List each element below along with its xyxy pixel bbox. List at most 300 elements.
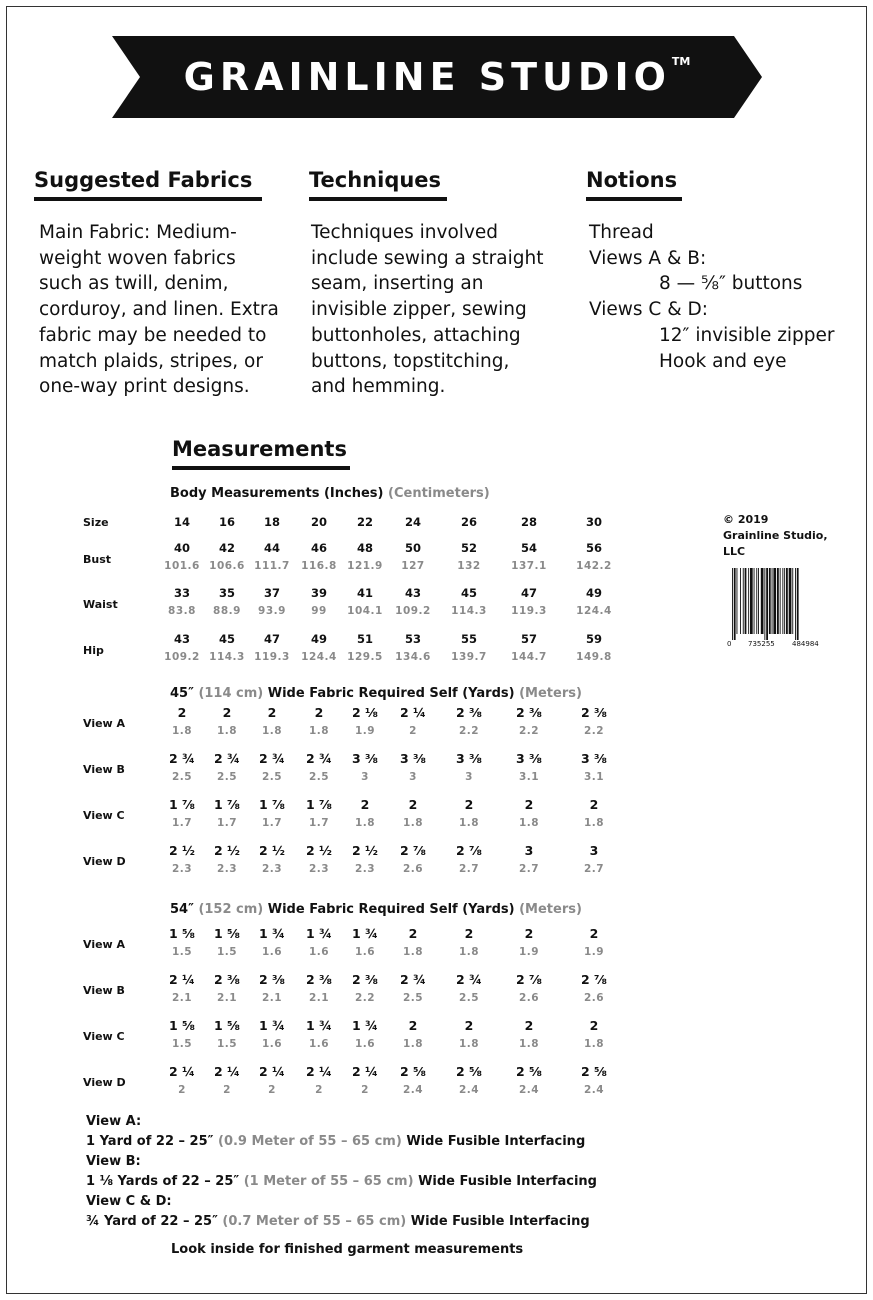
inch-value: 47 bbox=[263, 632, 280, 646]
meter-value: 2.2 bbox=[354, 992, 376, 1004]
meter-value: 1.8 bbox=[458, 946, 480, 958]
barcode-bar bbox=[777, 568, 779, 634]
body-title-unit: (Centimeters) bbox=[388, 486, 490, 501]
meter-value: 2.5 bbox=[171, 771, 193, 783]
cm-value: 119.3 bbox=[254, 651, 290, 663]
fabrics-underline bbox=[34, 197, 262, 201]
meter-value: 2.3 bbox=[354, 863, 376, 875]
barcode-bar bbox=[761, 568, 764, 634]
brand-text: GRAINLINE STUDIO bbox=[183, 55, 671, 99]
finished-measurements-note: Look inside for finished garment measurements bbox=[171, 1242, 524, 1257]
meter-value: 1.8 bbox=[171, 725, 193, 737]
barcode-icon bbox=[728, 568, 828, 640]
inch-value: 53 bbox=[404, 632, 421, 646]
yard-value: 1 ¾ bbox=[306, 926, 332, 941]
interfacing-view-a bbox=[86, 1112, 597, 1152]
cm-value: 137.1 bbox=[511, 560, 547, 572]
meter-value: 1.9 bbox=[518, 946, 540, 958]
yard-value: 2 bbox=[408, 926, 418, 941]
inch-value: 56 bbox=[585, 541, 602, 555]
inch-value: 46 bbox=[310, 541, 327, 555]
meter-value: 1.5 bbox=[171, 1038, 193, 1050]
yard-value: 2 ⅜ bbox=[352, 972, 378, 987]
interfacing-metric: (0.7 Meter of 55 – 65 cm) bbox=[222, 1214, 407, 1229]
inch-value: 35 bbox=[218, 586, 235, 600]
meter-value: 2 bbox=[361, 1084, 369, 1096]
meter-value: 2.2 bbox=[583, 725, 605, 737]
fabrics-line: weight woven fabrics bbox=[39, 247, 236, 269]
techniques-text bbox=[311, 220, 543, 400]
fabric54-row-label: View B bbox=[83, 984, 125, 997]
meter-value: 2.4 bbox=[458, 1084, 480, 1096]
notions-line: 12″ invisible zipper bbox=[659, 324, 835, 346]
notions-heading bbox=[586, 168, 682, 201]
meter-value: 2.6 bbox=[583, 992, 605, 1004]
barcode-bar bbox=[784, 568, 785, 634]
yard-value: 2 ⅜ bbox=[306, 972, 332, 987]
inch-value: 37 bbox=[263, 586, 280, 600]
yard-value: 1 ⅝ bbox=[214, 926, 240, 941]
size-value: 20 bbox=[310, 515, 327, 529]
yard-value: 2 bbox=[177, 705, 187, 720]
barcode-bar bbox=[782, 568, 783, 634]
fabric45-row-label: View D bbox=[83, 855, 126, 868]
cm-value: 142.2 bbox=[576, 560, 612, 572]
yard-value: 1 ¾ bbox=[352, 926, 378, 941]
barcode-bar bbox=[740, 568, 741, 634]
inch-value: 43 bbox=[173, 632, 190, 646]
meter-value: 1.6 bbox=[261, 1038, 283, 1050]
yard-value: 1 ⅞ bbox=[259, 797, 285, 812]
size-value: 14 bbox=[173, 515, 190, 529]
meter-value: 1.8 bbox=[458, 817, 480, 829]
techniques-title: Techniques bbox=[309, 168, 442, 192]
barcode-bar bbox=[748, 568, 749, 634]
meter-value: 1.8 bbox=[402, 1038, 424, 1050]
inch-value: 47 bbox=[520, 586, 537, 600]
yard-value: 3 ⅜ bbox=[456, 751, 482, 766]
copyright-line: Grainline Studio, bbox=[723, 529, 828, 542]
yard-value: 2 bbox=[464, 926, 474, 941]
barcode-bar bbox=[786, 568, 788, 634]
inch-value: 33 bbox=[173, 586, 190, 600]
size-value: 24 bbox=[404, 515, 421, 529]
meter-value: 2.4 bbox=[518, 1084, 540, 1096]
fabric54-width: 54″ bbox=[170, 902, 194, 917]
yard-value: 2 ¾ bbox=[169, 751, 195, 766]
yard-value: 1 ⅝ bbox=[169, 1018, 195, 1033]
brand-name bbox=[112, 36, 762, 118]
interfacing-line bbox=[86, 1212, 597, 1232]
notions-line: Views A & B: bbox=[589, 247, 707, 269]
yard-value: 3 ⅜ bbox=[581, 751, 607, 766]
size-value: 16 bbox=[218, 515, 235, 529]
interfacing-view-b bbox=[86, 1152, 597, 1192]
inch-value: 55 bbox=[460, 632, 477, 646]
yard-value: 2 ⅝ bbox=[400, 1064, 426, 1079]
barcode-bar bbox=[754, 568, 755, 634]
meter-value: 1.5 bbox=[216, 946, 238, 958]
barcode-digit-left: 0 bbox=[727, 640, 732, 648]
meter-value: 3.1 bbox=[518, 771, 540, 783]
yard-value: 2 ½ bbox=[169, 843, 195, 858]
inch-value: 44 bbox=[263, 541, 280, 555]
yard-value: 2 ⅜ bbox=[259, 972, 285, 987]
body-row-label: Hip bbox=[83, 644, 104, 657]
meter-value: 2.1 bbox=[261, 992, 283, 1004]
techniques-underline bbox=[309, 197, 447, 201]
meter-value: 1.7 bbox=[171, 817, 193, 829]
inch-value: 52 bbox=[460, 541, 477, 555]
yard-value: 2 bbox=[589, 926, 599, 941]
fabrics-line: match plaids, stripes, or bbox=[39, 350, 263, 372]
barcode-bar bbox=[795, 568, 796, 640]
meter-value: 1.6 bbox=[354, 946, 376, 958]
barcode-bar bbox=[773, 568, 776, 634]
cm-value: 121.9 bbox=[347, 560, 383, 572]
yard-value: 1 ⅞ bbox=[169, 797, 195, 812]
yard-value: 1 ¾ bbox=[352, 1018, 378, 1033]
cm-value: 99 bbox=[311, 605, 327, 617]
fabric45-desc: Wide Fabric Required Self (Yards) bbox=[267, 686, 515, 701]
meter-value: 2.2 bbox=[518, 725, 540, 737]
barcode-bar bbox=[756, 568, 757, 634]
meter-value: 1.8 bbox=[402, 946, 424, 958]
fabric45-row-label: View B bbox=[83, 763, 125, 776]
meter-value: 2 bbox=[268, 1084, 276, 1096]
meter-value: 1.8 bbox=[308, 725, 330, 737]
yard-value: 2 ¾ bbox=[456, 972, 482, 987]
fabrics-line: such as twill, denim, bbox=[39, 273, 229, 295]
fabric54-table-title bbox=[170, 902, 582, 917]
cm-value: 109.2 bbox=[395, 605, 431, 617]
meter-value: 2.1 bbox=[308, 992, 330, 1004]
body-title-text: Body Measurements (Inches) bbox=[170, 486, 384, 501]
cm-value: 139.7 bbox=[451, 651, 487, 663]
barcode-digits-2: 484984 bbox=[792, 640, 819, 648]
yard-value: 2 ½ bbox=[259, 843, 285, 858]
meter-value: 1.6 bbox=[261, 946, 283, 958]
copyright-line: LLC bbox=[723, 545, 746, 558]
techniques-line: include sewing a straight bbox=[311, 247, 544, 269]
inch-value: 49 bbox=[310, 632, 327, 646]
cm-value: 111.7 bbox=[254, 560, 290, 572]
techniques-heading bbox=[309, 168, 447, 201]
cm-value: 129.5 bbox=[347, 651, 383, 663]
meter-value: 1.8 bbox=[458, 1038, 480, 1050]
yard-value: 1 ⅝ bbox=[169, 926, 195, 941]
meter-value: 2.2 bbox=[458, 725, 480, 737]
cm-value: 104.1 bbox=[347, 605, 383, 617]
measurements-heading bbox=[172, 437, 350, 470]
barcode-bar bbox=[764, 568, 765, 640]
meter-value: 1.7 bbox=[216, 817, 238, 829]
meter-value: 2.1 bbox=[171, 992, 193, 1004]
body-row-label: Bust bbox=[83, 553, 112, 566]
yard-value: 2 ¼ bbox=[306, 1064, 332, 1079]
barcode-bar bbox=[780, 568, 781, 634]
interfacing-desc: Wide Fusible Interfacing bbox=[410, 1214, 590, 1229]
interfacing-amount: 1 Yard of 22 – 25″ bbox=[86, 1134, 214, 1149]
meter-value: 1.8 bbox=[518, 817, 540, 829]
interfacing-view-label: View C & D: bbox=[86, 1194, 172, 1209]
meter-value: 2 bbox=[223, 1084, 231, 1096]
barcode-bar bbox=[734, 568, 736, 640]
yard-value: 2 bbox=[408, 1018, 418, 1033]
yard-value: 2 bbox=[524, 926, 534, 941]
yard-value: 2 ⅜ bbox=[581, 705, 607, 720]
meter-value: 2.4 bbox=[583, 1084, 605, 1096]
yard-value: 2 bbox=[408, 797, 418, 812]
cm-value: 106.6 bbox=[209, 560, 245, 572]
fabrics-text bbox=[39, 220, 279, 400]
inch-value: 45 bbox=[218, 632, 235, 646]
yard-value: 2 ⅞ bbox=[581, 972, 607, 987]
cm-value: 114.3 bbox=[451, 605, 487, 617]
fabric45-unit: (Meters) bbox=[519, 686, 582, 701]
brand-banner bbox=[112, 36, 762, 118]
yard-value: 2 ⅝ bbox=[456, 1064, 482, 1079]
meter-value: 1.8 bbox=[583, 817, 605, 829]
techniques-line: Techniques involved bbox=[311, 222, 499, 243]
meter-value: 1.5 bbox=[171, 946, 193, 958]
meter-value: 2.5 bbox=[308, 771, 330, 783]
yard-value: 2 ½ bbox=[352, 843, 378, 858]
meter-value: 2.5 bbox=[402, 992, 424, 1004]
cm-value: 124.4 bbox=[576, 605, 612, 617]
yard-value: 2 bbox=[464, 1018, 474, 1033]
fabrics-line: one-way print designs. bbox=[39, 376, 250, 398]
yard-value: 2 ⅞ bbox=[516, 972, 542, 987]
cm-value: 101.6 bbox=[164, 560, 200, 572]
yard-value: 3 bbox=[524, 843, 534, 858]
meter-value: 1.8 bbox=[354, 817, 376, 829]
yard-value: 2 bbox=[222, 705, 232, 720]
meter-value: 1.8 bbox=[518, 1038, 540, 1050]
meter-value: 1.8 bbox=[402, 817, 424, 829]
yard-value: 2 ⅝ bbox=[516, 1064, 542, 1079]
inch-value: 40 bbox=[173, 541, 190, 555]
yard-value: 2 ⅝ bbox=[581, 1064, 607, 1079]
notions-title: Notions bbox=[586, 168, 678, 192]
barcode-bar bbox=[797, 568, 799, 640]
meter-value: 1.6 bbox=[308, 946, 330, 958]
meter-value: 2.3 bbox=[261, 863, 283, 875]
meter-value: 3 bbox=[361, 771, 369, 783]
fabrics-line: corduroy, and linen. Extra bbox=[39, 299, 279, 321]
copyright-line: © 2019 bbox=[723, 513, 769, 526]
meter-value: 2.6 bbox=[518, 992, 540, 1004]
fabric54-row-label: View D bbox=[83, 1076, 126, 1089]
yard-value: 3 ⅜ bbox=[352, 751, 378, 766]
meter-value: 1.7 bbox=[261, 817, 283, 829]
meter-value: 1.8 bbox=[583, 1038, 605, 1050]
measurements-title: Measurements bbox=[172, 437, 347, 461]
yard-value: 2 ¾ bbox=[214, 751, 240, 766]
meter-value: 1.9 bbox=[354, 725, 376, 737]
meter-value: 2.7 bbox=[518, 863, 540, 875]
trademark-mark: TM bbox=[671, 54, 691, 68]
meter-value: 1.7 bbox=[308, 817, 330, 829]
yard-value: 2 ¾ bbox=[306, 751, 332, 766]
meter-value: 2.6 bbox=[402, 863, 424, 875]
cm-value: 109.2 bbox=[164, 651, 200, 663]
meter-value: 2.4 bbox=[402, 1084, 424, 1096]
yard-value: 2 ½ bbox=[214, 843, 240, 858]
fabric54-row-label: View C bbox=[83, 1030, 125, 1043]
cm-value: 124.4 bbox=[301, 651, 337, 663]
barcode-bar bbox=[766, 568, 768, 640]
yard-value: 1 ¾ bbox=[259, 926, 285, 941]
meter-value: 1.8 bbox=[216, 725, 238, 737]
barcode-bar bbox=[745, 568, 747, 634]
size-label: Size bbox=[83, 516, 109, 529]
yard-value: 2 bbox=[360, 797, 370, 812]
fabric54-width-cm: (152 cm) bbox=[198, 902, 264, 917]
fabric54-unit: (Meters) bbox=[519, 902, 582, 917]
fabric45-row-label: View A bbox=[83, 717, 126, 730]
inch-value: 48 bbox=[356, 541, 373, 555]
techniques-line: seam, inserting an bbox=[311, 273, 484, 295]
yard-value: 2 bbox=[464, 797, 474, 812]
yard-value: 2 ¼ bbox=[259, 1064, 285, 1079]
interfacing-desc: Wide Fusible Interfacing bbox=[406, 1134, 586, 1149]
yard-value: 2 ⅞ bbox=[456, 843, 482, 858]
yard-value: 2 bbox=[589, 797, 599, 812]
meter-value: 2.3 bbox=[171, 863, 193, 875]
meter-value: 2.5 bbox=[216, 771, 238, 783]
inch-value: 45 bbox=[460, 586, 477, 600]
meter-value: 2.7 bbox=[458, 863, 480, 875]
barcode-digits-1: 735255 bbox=[748, 640, 775, 648]
yard-value: 1 ¾ bbox=[306, 1018, 332, 1033]
techniques-line: buttons, topstitching, bbox=[311, 350, 510, 372]
cm-value: 88.9 bbox=[213, 605, 241, 617]
interfacing-metric: (1 Meter of 55 – 65 cm) bbox=[243, 1174, 414, 1189]
cm-value: 144.7 bbox=[511, 651, 547, 663]
barcode-bar bbox=[732, 568, 733, 640]
yard-value: 2 ⅜ bbox=[516, 705, 542, 720]
yard-value: 2 ¼ bbox=[169, 1064, 195, 1079]
interfacing-view-cd bbox=[86, 1192, 597, 1232]
meter-value: 2.5 bbox=[261, 771, 283, 783]
meter-value: 2 bbox=[409, 725, 417, 737]
meter-value: 1.8 bbox=[261, 725, 283, 737]
meter-value: 2.3 bbox=[216, 863, 238, 875]
fabrics-heading bbox=[34, 168, 262, 201]
meter-value: 1.6 bbox=[354, 1038, 376, 1050]
barcode-bar bbox=[789, 568, 792, 634]
yard-value: 2 bbox=[524, 797, 534, 812]
yard-value: 2 ⅛ bbox=[352, 705, 378, 720]
inch-value: 42 bbox=[218, 541, 235, 555]
meter-value: 2.7 bbox=[583, 863, 605, 875]
yard-value: 2 bbox=[589, 1018, 599, 1033]
barcode-bar bbox=[758, 568, 759, 634]
yard-value: 2 ⅜ bbox=[456, 705, 482, 720]
interfacing-line bbox=[86, 1132, 597, 1152]
meter-value: 1.6 bbox=[308, 1038, 330, 1050]
cm-value: 127 bbox=[401, 560, 425, 572]
fabric54-row-label: View A bbox=[83, 938, 126, 951]
notions-underline bbox=[586, 197, 682, 201]
meter-value: 3 bbox=[409, 771, 417, 783]
notions-line: Thread bbox=[589, 222, 654, 243]
barcode-bar bbox=[792, 568, 793, 634]
size-value: 28 bbox=[520, 515, 537, 529]
interfacing-notes bbox=[86, 1112, 597, 1232]
copyright bbox=[723, 512, 833, 560]
fabrics-line: Main Fabric: Medium- bbox=[39, 222, 237, 243]
cm-value: 149.8 bbox=[576, 651, 612, 663]
interfacing-amount: ¾ Yard of 22 – 25″ bbox=[86, 1214, 218, 1229]
meter-value: 2.1 bbox=[216, 992, 238, 1004]
inch-value: 39 bbox=[310, 586, 327, 600]
yard-value: 2 bbox=[524, 1018, 534, 1033]
interfacing-desc: Wide Fusible Interfacing bbox=[418, 1174, 597, 1189]
meter-value: 2.5 bbox=[458, 992, 480, 1004]
meter-value: 3.1 bbox=[583, 771, 605, 783]
yard-value: 1 ¾ bbox=[259, 1018, 285, 1033]
cm-value: 93.9 bbox=[258, 605, 286, 617]
meter-value: 1.9 bbox=[583, 946, 605, 958]
cm-value: 134.6 bbox=[395, 651, 431, 663]
body-row-label: Waist bbox=[83, 598, 118, 611]
interfacing-view-label: View A: bbox=[86, 1114, 142, 1129]
measurements-underline bbox=[172, 466, 350, 470]
size-value: 22 bbox=[356, 515, 373, 529]
interfacing-amount: 1 ⅛ Yards of 22 – 25″ bbox=[86, 1174, 240, 1189]
yard-value: 2 ⅞ bbox=[400, 843, 426, 858]
interfacing-metric: (0.9 Meter of 55 – 65 cm) bbox=[218, 1134, 402, 1149]
techniques-line: buttonholes, attaching bbox=[311, 324, 521, 346]
inch-value: 43 bbox=[404, 586, 421, 600]
yard-value: 2 ½ bbox=[306, 843, 332, 858]
yard-value: 2 ¼ bbox=[352, 1064, 378, 1079]
yard-value: 3 ⅜ bbox=[400, 751, 426, 766]
meter-value: 1.5 bbox=[216, 1038, 238, 1050]
notions-line: Hook and eye bbox=[659, 350, 787, 372]
cm-value: 119.3 bbox=[511, 605, 547, 617]
size-value: 26 bbox=[460, 515, 477, 529]
yard-value: 2 ¾ bbox=[259, 751, 285, 766]
yard-value: 1 ⅝ bbox=[214, 1018, 240, 1033]
barcode-bar bbox=[772, 568, 773, 634]
yard-value: 2 ⅜ bbox=[214, 972, 240, 987]
meter-value: 2 bbox=[178, 1084, 186, 1096]
fabric45-row-label: View C bbox=[83, 809, 125, 822]
techniques-line: and hemming. bbox=[311, 376, 446, 398]
inch-value: 59 bbox=[585, 632, 602, 646]
inch-value: 54 bbox=[520, 541, 537, 555]
yard-value: 2 bbox=[314, 705, 324, 720]
interfacing-line bbox=[86, 1172, 597, 1192]
barcode-bar bbox=[737, 568, 738, 634]
cm-value: 83.8 bbox=[168, 605, 196, 617]
yard-value: 2 ¼ bbox=[169, 972, 195, 987]
body-table-title bbox=[170, 486, 490, 501]
cm-value: 116.8 bbox=[301, 560, 337, 572]
yard-value: 1 ⅞ bbox=[214, 797, 240, 812]
yard-value: 2 ¼ bbox=[214, 1064, 240, 1079]
size-value: 30 bbox=[585, 515, 602, 529]
meter-value: 2 bbox=[315, 1084, 323, 1096]
notions-line: 8 — ⅝″ buttons bbox=[659, 273, 803, 295]
yard-value: 2 ¾ bbox=[400, 972, 426, 987]
fabrics-title: Suggested Fabrics bbox=[34, 168, 253, 192]
size-value: 18 bbox=[263, 515, 280, 529]
yard-value: 1 ⅞ bbox=[306, 797, 332, 812]
